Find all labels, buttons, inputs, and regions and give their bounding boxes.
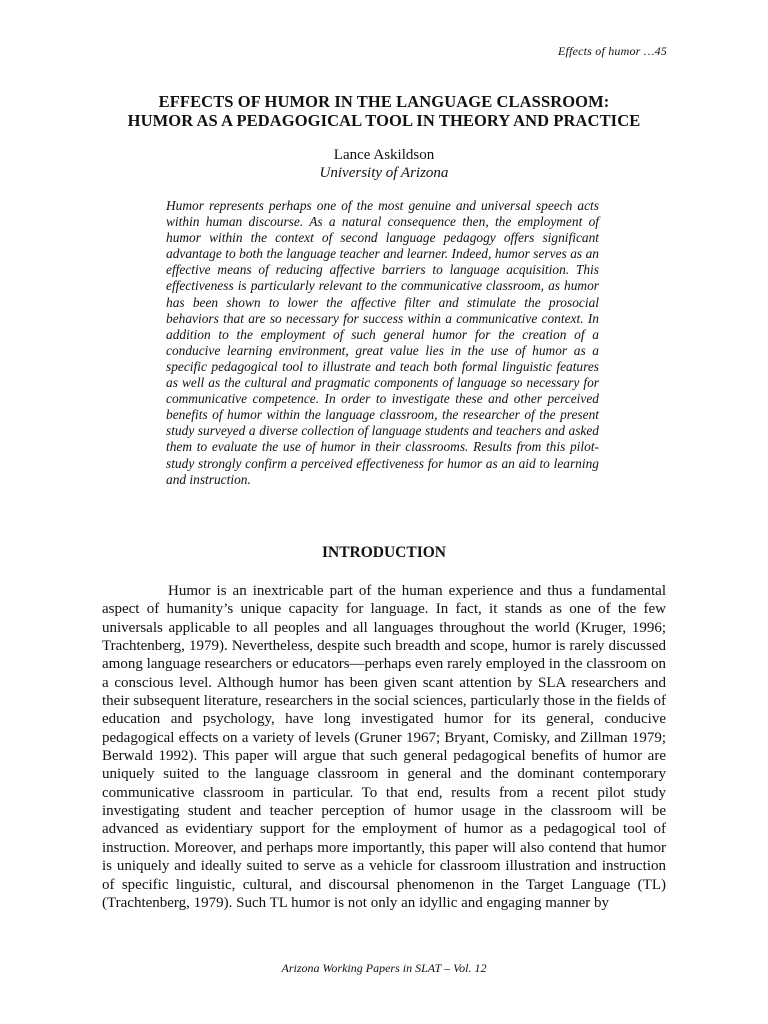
- paper-title: [80, 92, 688, 130]
- running-head: Effects of humor …45: [558, 44, 667, 58]
- section-heading-introduction: INTRODUCTION: [321, 544, 446, 561]
- author-name: Lance Askildson: [333, 147, 435, 163]
- title-line-2: HUMOR AS A PEDAGOGICAL TOOL IN THEORY AND PRACTICE: [127, 111, 641, 130]
- title-line-1: EFFECTS OF HUMOR IN THE LANGUAGE CLASSROOM:: [158, 92, 610, 111]
- author-block: [0, 146, 768, 182]
- running-foot: Arizona Working Papers in SLAT – Vol. 12: [281, 961, 487, 975]
- introduction-paragraph: Humor is an inextricable part of the human experience and thus a fundamental aspect of humanity’s unique capacity for language. In fact, it stands as one of the few universals applicable to all peoples and all languages throughout the world (Kruger, 1996; Trachtenberg, 1979). Nevertheless, despite such breadth and scope, humor is rarely discussed among language researchers or educators—perhaps even rarely employed in the classroom on a conscious level. Although humor has been given scant attention by SLA researchers and their subsequent literature, researchers in the social sciences, particularly those in the fields of education and psychology, have long investigated humor for its general, conducive pedagogical effects on a variety of levels (Gruner 1967; Bryant, Comisky, and Zillman 1979; Berwald 1992). This paper will argue that such general pedagogical benefits of humor are uniquely suited to the language classroom in general and the dominant contemporary communicative classroom in particular. To that end, results from a recent pilot study investigating student and teacher perception of humor usage in the classroom will be advanced as evidentiary support for the employment of humor as a pedagogical tool of instruction. Moreover, and perhaps more importantly, this paper will also contend that humor is uniquely and ideally suited to serve as a vehicle for classroom illustration and instruction of specific linguistic, cultural, and discoursal phenomenon in the Target Language (TL) (Trachtenberg, 1979). Such TL humor is not only an idyllic and engaging manner by: [102, 583, 666, 911]
- author-affiliation: University of Arizona: [319, 165, 449, 181]
- abstract: Humor represents perhaps one of the most genuine and universal speech acts within human discourse. As a natural consequence then, the employment of humor within the context of second language pedagogy offers significant advantage to both the language teacher and learner. Indeed, humor serves as an effective means of reducing affective barriers to language acquisition. This effectiveness is particularly relevant to the communicative classroom, as humor has been shown to lower the affective filter and stimulate the prosocial behaviors that are so necessary for success within a communicative context. In addition to the employment of such general humor for the creation of a conducive learning environment, great value lies in the use of humor as a specific pedagogical tool to illustrate and teach both formal linguistic features as well as the cultural and pragmatic components of language so necessary for communicative competence. In order to investigate these and other perceived benefits of humor within the language classroom, the researcher of the present study surveyed a diverse collection of language students and teachers and asked them to evaluate the use of humor in their classrooms. Results from this pilot-study strongly confirm a perceived effectiveness for humor as an aid to learning and instruction.: [166, 198, 599, 487]
